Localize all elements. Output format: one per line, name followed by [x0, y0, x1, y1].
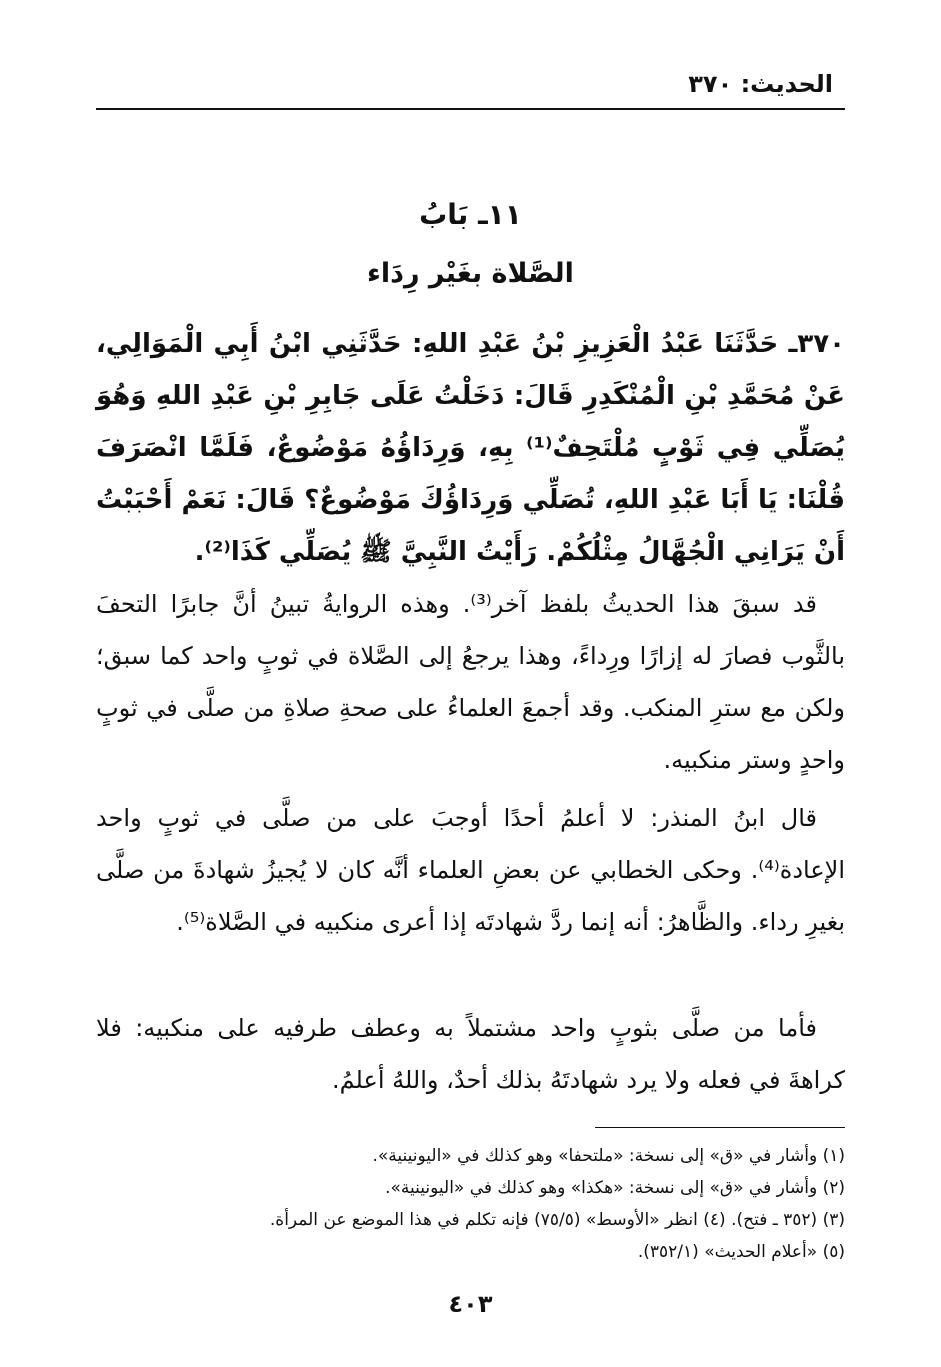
commentary-paragraph-2 [96, 792, 845, 948]
footnote-2: (٢) وأشار في «ق» إلى نسخة: «هكذا» وهو كذلك في «اليونينية». [385, 1178, 845, 1198]
footnote-rule [595, 1127, 845, 1128]
running-head: الحديث: ٣٧٠ [688, 70, 833, 98]
chapter-subtitle: الصَّلاة بغَيْر رِدَاء [367, 258, 574, 289]
footnote-1: (١) وأشار في «ق» إلى نسخة: «ملتحفا» وهو كذلك في «اليونينية». [372, 1146, 845, 1166]
commentary-text: قال ابنُ المنذر: لا أعلمُ أحدًا أوجبَ على من صلَّى في ثوبٍ واحد الإعادة⁽⁴⁾. وحكى الخطابي عن بعضِ العلماء أنَّه كان لا يُجيزُ شهادةَ من صلَّى بغيرِ رداء. والظَّاهرُ: أنه إنما ردَّ شهادتَه إذا أعرى منكبيه في الصَّلاة⁽⁵⁾. [96, 804, 845, 936]
header-rule [96, 108, 845, 110]
commentary-paragraph-1 [96, 578, 845, 786]
footnote-3-4: (٣) (٣٥٢ ـ فتح). (٤) انظر «الأوسط» (٧٥/٥) فإنه تكلم في هذا الموضع عن المرأة. [269, 1210, 845, 1230]
commentary-text: قد سبقَ هذا الحديثُ بلفظ آخر⁽³⁾. وهذه الروايةُ تبينُ أنَّ جابرًا التحفَ بالثَّوب فصارَ له إزارًا ورِداءً، وهذا يرجعُ إلى الصَّلاة في ثوبٍ واحد كما سبق؛ ولكن مع سترِ المنكب. وقد أجمعَ العلماءُ على صحةِ صلاةِ من صلَّى في ثوبٍ واحدٍ وستر منكبيه. [96, 590, 845, 774]
commentary-text: فأما من صلَّى بثوبٍ واحد مشتملاً به وعطف طرفيه على منكبيه: فلا كراهةَ في فعله ولا يرد شهادتَهُ بذلك أحدٌ، واللهُ أعلمُ. [96, 1014, 845, 1094]
footnotes [96, 1140, 845, 1268]
hadith-text: ٣٧٠ـ حَدَّثَنَا عَبْدُ الْعَزِيزِ بْنُ عَبْدِ اللهِ: حَدَّثَنِي ابْنُ أَبِي الْمَوَالِي، عَنْ مُحَمَّدِ بْنِ الْمُنْكَدِرِ قَالَ: دَخَلْتُ عَلَى جَابِرِ بْنِ عَبْدِ اللهِ وَهُوَ يُصَلِّي فِي ثَوْبٍ مُلْتَحِفٌ⁽¹⁾ بِهِ، وَرِدَاؤُهُ مَوْضُوعٌ، فَلَمَّا انْصَرَفَ قُلْنَا: يَا أَبَا عَبْدِ اللهِ، تُصَلِّي وَرِدَاؤُكَ مَوْضُوعٌ؟ قَالَ: نَعَمْ أَحْبَبْتُ أَنْ يَرَانِي الْجُهَّالُ مِثْلُكُمْ. رَأَيْتُ النَّبِيَّ ﷺ يُصَلِّي كَذَا⁽²⁾. [96, 329, 845, 567]
commentary-paragraph-3 [96, 1002, 845, 1106]
footnote-5: (٥) «أعلام الحديث» (٣٥٢/١). [637, 1242, 845, 1262]
chapter-title: ١١ـ بَابُ [419, 198, 522, 231]
page-number: ٤٠٣ [448, 1290, 493, 1318]
